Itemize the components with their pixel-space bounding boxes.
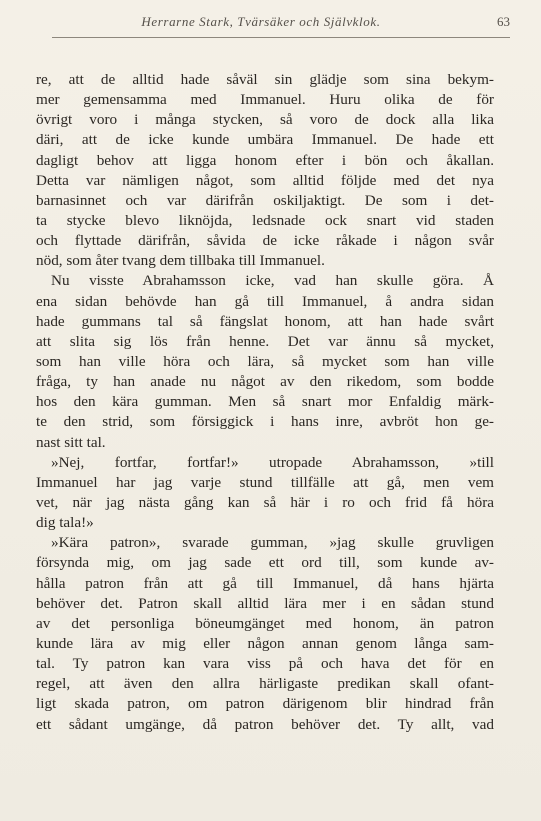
text-line: Detta var nämligen något, som alltid följde med det nya xyxy=(36,171,494,189)
text-line: »Nej, fortfar, fortfar!» utropade Abrahamsson, »till xyxy=(51,453,494,471)
text-line: och flyttade därifrån, såvida de icke råkade i någon svår xyxy=(36,232,494,250)
text-line: som han ville höra och lära, så mycket som han ville xyxy=(36,352,494,370)
text-line: Immanuel har jag varje stund tillfälle att gå, men vem xyxy=(36,473,494,491)
text-line: ena sidan behövde han gå till Immanuel, å andra sidan xyxy=(36,292,494,310)
text-line: dagligt behov att ligga honom efter i bön och åkallan. xyxy=(36,151,494,169)
text-line: försynda mig, om jag sade ett ord till, som kunde av- xyxy=(36,554,494,572)
text-line: däri, att de icke kunde umbära Immanuel. De hade ett xyxy=(36,131,494,149)
text-line: hålla patron från att gå till Immanuel, då hans hjärta xyxy=(36,574,494,592)
body-text xyxy=(36,70,494,735)
header-rule xyxy=(52,37,510,38)
text-line: »Kära patron», svarade gumman, »jag skulle gruvligen xyxy=(51,534,494,552)
text-line: nast sitt tal. xyxy=(36,433,106,451)
text-line: barnasinnet och var därifrån oskiljaktigt. De som i det- xyxy=(36,191,494,209)
text-line: nöd, som åter tvang dem tillbaka till Immanuel. xyxy=(36,252,325,270)
running-title: Herrarne Stark, Tvärsäker och Självklok. xyxy=(141,14,381,29)
text-line: att slita sig lös från henne. Det var ännu så mycket, xyxy=(36,332,494,350)
text-line: fråga, ty han anade nu något av den rikedom, som bodde xyxy=(36,373,494,391)
text-line: Nu visste Abrahamsson icke, vad han skulle göra. Å xyxy=(51,272,494,290)
text-line: ta stycke blevo liknöjda, ledsnade ock snart vid staden xyxy=(36,211,494,229)
text-line: mer gemensamma med Immanuel. Huru olika de för xyxy=(36,91,494,109)
text-line: behöver det. Patron skall alltid lära mer i en sådan stund xyxy=(36,594,494,612)
page-number: 63 xyxy=(497,14,510,29)
text-line: hade gummans tal så fängslat honom, att han hade svårt xyxy=(36,312,494,330)
text-line: av det personliga böneumgänget med honom, än patron xyxy=(36,614,494,632)
text-line: re, att de alltid hade såväl sin glädje som sina bekym- xyxy=(36,71,494,88)
text-line: kunde lära av mig eller någon annan genom långa sam- xyxy=(36,634,494,652)
text-line: te den strid, som försiggick i hans inre, avbröt hon ge- xyxy=(36,413,494,431)
text-line: regel, att även den allra härligaste predikan skall ofant- xyxy=(36,675,494,693)
text-line: dig tala!» xyxy=(36,514,94,532)
text-line: ett sådant umgänge, då patron behöver det. Ty allt, vad xyxy=(36,715,494,733)
text-line: tal. Ty patron kan vara viss på och hava det för en xyxy=(36,655,494,673)
text-line: vet, när jag nästa gång kan så här i ro och frid få höra xyxy=(36,493,494,511)
text-line: hos den kära gumman. Men så snart mor Enfaldig märk- xyxy=(36,393,494,411)
running-header xyxy=(52,14,510,36)
text-line: övrigt voro i många stycken, så voro de dock alla lika xyxy=(36,111,494,129)
text-line: ligt skada patron, om patron därigenom blir hindrad från xyxy=(36,695,494,713)
